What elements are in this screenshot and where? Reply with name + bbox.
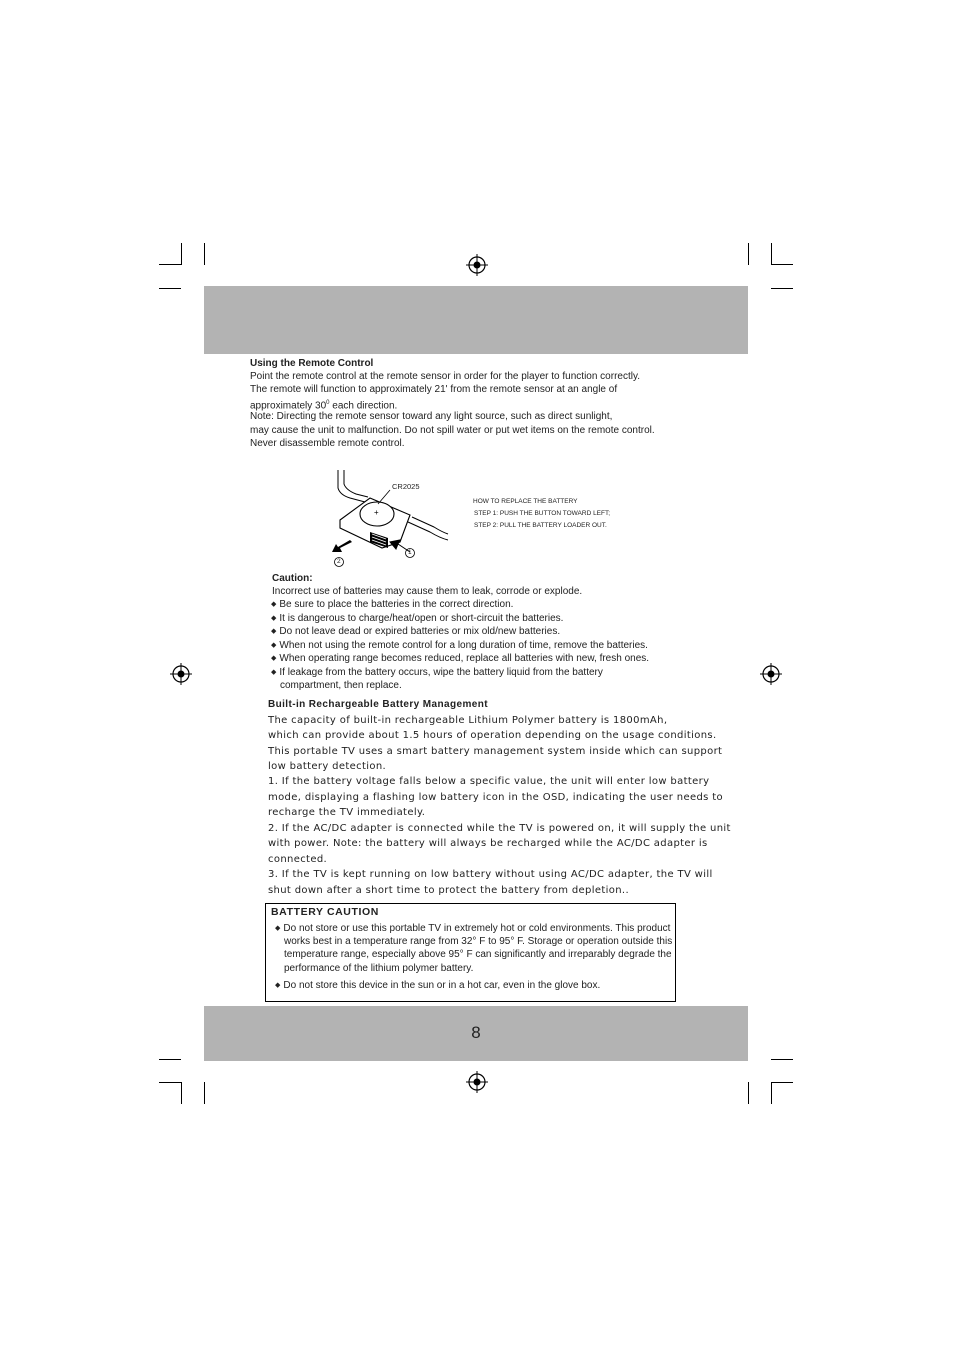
remote-line: may cause the unit to malfunction. Do not spill water or put wet items on the remote control. [250, 425, 655, 436]
battery-model-label: CR2025 [392, 482, 420, 491]
battery-management-line: which can provide about 1.5 hours of operation depending on the usage conditions. [268, 730, 717, 741]
battery-management-heading: Built-in Rechargeable Battery Management [268, 699, 488, 710]
remote-line: The remote will function to approximately 21' from the remote sensor at an angle of [250, 384, 618, 395]
registration-mark-left-icon [170, 663, 192, 685]
caution-item: ◆ When not using the remote control for a long duration of time, remove the batteries. [271, 639, 648, 653]
caution-item: ◆ Do not leave dead or expired batteries or mix old/new batteries. [271, 625, 560, 639]
header-band [204, 286, 748, 354]
remote-line: Point the remote control at the remote sensor in order for the player to function correctly. [250, 371, 641, 382]
registration-mark-right-icon [760, 663, 782, 685]
footer-band [204, 1006, 748, 1061]
battery-caution-box [265, 903, 676, 1002]
battery-management-line: low battery detection. [268, 761, 387, 772]
registration-mark-bottom-icon [466, 1071, 488, 1093]
degree-superscript: 0 [326, 400, 330, 406]
caution-item: ◆ When operating range becomes reduced, replace all batteries with new, fresh ones. [271, 652, 649, 666]
remote-line-part: approximately 30 [250, 400, 327, 412]
howto-title: HOW TO REPLACE THE BATTERY [473, 498, 578, 505]
battery-management-line: 1. If the battery voltage falls below a specific value, the unit will enter low battery [268, 776, 710, 787]
howto-step: STEP 1: PUSH THE BUTTON TOWARD LEFT; [474, 510, 611, 517]
caution-item: ◆ It is dangerous to charge/heat/open or short-circuit the batteries. [271, 612, 563, 626]
step-number-2: 2 [337, 558, 341, 565]
svg-text:+: + [374, 508, 379, 517]
caution-item: ◆ Be sure to place the batteries in the correct direction. [271, 598, 513, 612]
battery-caution-heading: BATTERY CAUTION [271, 906, 379, 918]
howto-step: STEP 2: PULL THE BATTERY LOADER OUT. [474, 522, 607, 529]
caution-heading: Caution: [272, 573, 313, 584]
remote-heading: Using the Remote Control [250, 358, 374, 369]
caution-item-continued: compartment, then replace. [280, 680, 402, 691]
registration-mark-top-icon [466, 254, 488, 276]
battery-caution-item: ◆ Do not store or use this portable TV in extremely hot or cold environments. This product [275, 922, 670, 936]
battery-management-line: shut down after a short time to protect the battery from depletion.. [268, 885, 629, 896]
battery-management-line: with power. Note: the battery will always be recharged while the AC/DC adapter is [268, 838, 708, 849]
battery-caution-item-line: performance of the lithium polymer battery. [284, 963, 474, 974]
battery-management-line: This portable TV uses a smart battery management system inside which can support [268, 746, 723, 757]
battery-management-line: The capacity of built-in rechargeable Lithium Polymer battery is 1800mAh, [268, 715, 668, 726]
remote-line: Never disassemble remote control. [250, 438, 405, 449]
battery-caution-item-line: works best in a temperature range from 32° F to 95° F. Storage or operation outside this [284, 936, 673, 947]
caution-intro: Incorrect use of batteries may cause them to leak, corrode or explode. [272, 586, 583, 597]
battery-management-line: mode, displaying a flashing low battery icon in the OSD, indicating the user needs to [268, 792, 723, 803]
page-number: 8 [471, 1023, 481, 1042]
battery-caution-item: ◆ Do not store this device in the sun or in a hot car, even in the glove box. [275, 979, 600, 993]
remote-line: Note: Directing the remote sensor toward any light source, such as direct sunlight, [250, 411, 613, 422]
battery-management-line: connected. [268, 854, 328, 865]
caution-item: ◆ If leakage from the battery occurs, wipe the battery liquid from the battery [271, 666, 603, 680]
battery-management-line: 3. If the TV is kept running on low battery without using AC/DC adapter, the TV will [268, 869, 713, 880]
battery-management-line: 2. If the AC/DC adapter is connected while the TV is powered on, it will supply the unit [268, 823, 731, 834]
remote-line-part: each direction. [329, 400, 398, 412]
battery-management-line: recharge the TV immediately. [268, 807, 426, 818]
step-number-1: 1 [408, 549, 412, 556]
battery-caution-item-line: temperature range, especially above 95° F can significantly and irreparably degrade the [284, 949, 672, 960]
